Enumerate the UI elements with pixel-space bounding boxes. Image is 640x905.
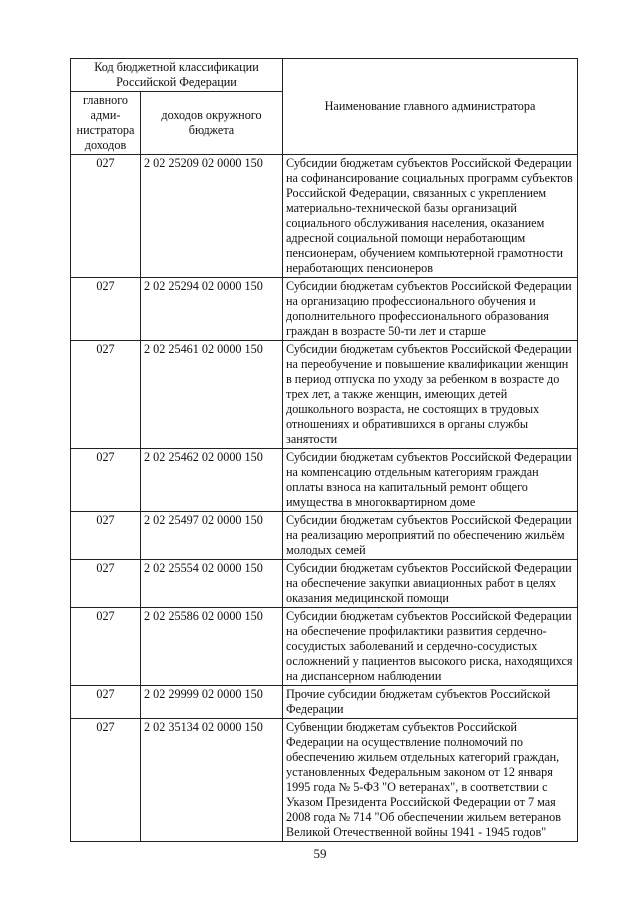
admin-code-cell: 027	[71, 278, 141, 341]
table-row	[71, 608, 578, 686]
administrator-name-cell: Субсидии бюджетам субъектов Российской Федерации на обеспечение закупки авиационных работ в целях оказания медицинской помощи	[283, 560, 578, 608]
admin-code-cell: 027	[71, 608, 141, 686]
administrator-name-cell: Субсидии бюджетам субъектов Российской Федерации на организацию профессионального обучения и дополнительного профессионального образования граждан в возрасте 50-ти лет и старше	[283, 278, 578, 341]
income-code-cell: 2 02 25586 02 0000 150	[141, 608, 283, 686]
header-group-cell: Код бюджетной классификации Российской Федерации	[71, 59, 283, 92]
income-code-cell: 2 02 25554 02 0000 150	[141, 560, 283, 608]
income-code-cell: 2 02 25462 02 0000 150	[141, 449, 283, 512]
header-income-cell: доходов окружного бюджета	[141, 92, 283, 155]
administrator-name-cell: Субсидии бюджетам субъектов Российской Федерации на софинансирование социальных программ субъектов Российской Федерации, связанных с укреплением материально-технической базы организаций социального обслуживания населения, оказанием адресной социальной помощи неработающим пенсионерам, обучением компьютерной грамотности неработающих пенсионеров	[283, 155, 578, 278]
page-number: 59	[313, 846, 327, 861]
admin-code-cell: 027	[71, 719, 141, 842]
admin-code-cell: 027	[71, 686, 141, 719]
budget-classification-table	[70, 58, 578, 842]
administrator-name-cell: Субсидии бюджетам субъектов Российской Федерации на компенсацию отдельным категориям граждан оплаты взноса на капитальный ремонт общего имущества в многоквартирном доме	[283, 449, 578, 512]
admin-code-cell: 027	[71, 341, 141, 449]
income-code-cell: 2 02 29999 02 0000 150	[141, 686, 283, 719]
table-row	[71, 560, 578, 608]
administrator-name-cell: Субсидии бюджетам субъектов Российской Федерации на переобучение и повышение квалификации женщин в период отпуска по уходу за ребенком в возрасте до трех лет, а также женщин, имеющих детей дошкольного возраста, не состоящих в трудовых отношениях и обратившихся в органы службы занятости	[283, 341, 578, 449]
admin-code-cell: 027	[71, 449, 141, 512]
income-code-cell: 2 02 25497 02 0000 150	[141, 512, 283, 560]
table-body	[71, 155, 578, 842]
administrator-name-cell: Субвенции бюджетам субъектов Российской Федерации на осуществление полномочий по обеспечению жильем отдельных категорий граждан, установленных Федеральным законом от 12 января 1995 года № 5-ФЗ "О ветеранах", в соответствии с Указом Президента Российской Федерации от 7 мая 2008 года № 714 "Об обеспечении жильем ветеранов Великой Отечественной войны 1941 - 1945 годов"	[283, 719, 578, 842]
table-row	[71, 719, 578, 842]
admin-code-cell: 027	[71, 560, 141, 608]
table-row	[71, 686, 578, 719]
table-row	[71, 278, 578, 341]
table-row	[71, 512, 578, 560]
header-row-group	[71, 59, 578, 92]
administrator-name-cell: Субсидии бюджетам субъектов Российской Федерации на реализацию мероприятий по обеспечению жильём молодых семей	[283, 512, 578, 560]
income-code-cell: 2 02 25461 02 0000 150	[141, 341, 283, 449]
header-name-cell: Наименование главного администратора	[283, 59, 578, 155]
administrator-name-cell: Субсидии бюджетам субъектов Российской Федерации на обеспечение профилактики развития сердечно-сосудистых заболеваний и сердечно-сосудистых осложнений у пациентов высокого риска, находящихся на диспансерном наблюдении	[283, 608, 578, 686]
income-code-cell: 2 02 25209 02 0000 150	[141, 155, 283, 278]
income-code-cell: 2 02 25294 02 0000 150	[141, 278, 283, 341]
admin-code-cell: 027	[71, 512, 141, 560]
admin-code-cell: 027	[71, 155, 141, 278]
table-row	[71, 449, 578, 512]
table-row	[71, 155, 578, 278]
table-row	[71, 341, 578, 449]
administrator-name-cell: Прочие субсидии бюджетам субъектов Российской Федерации	[283, 686, 578, 719]
income-code-cell: 2 02 35134 02 0000 150	[141, 719, 283, 842]
header-admin-cell: главного адми-нистратора доходов	[71, 92, 141, 155]
